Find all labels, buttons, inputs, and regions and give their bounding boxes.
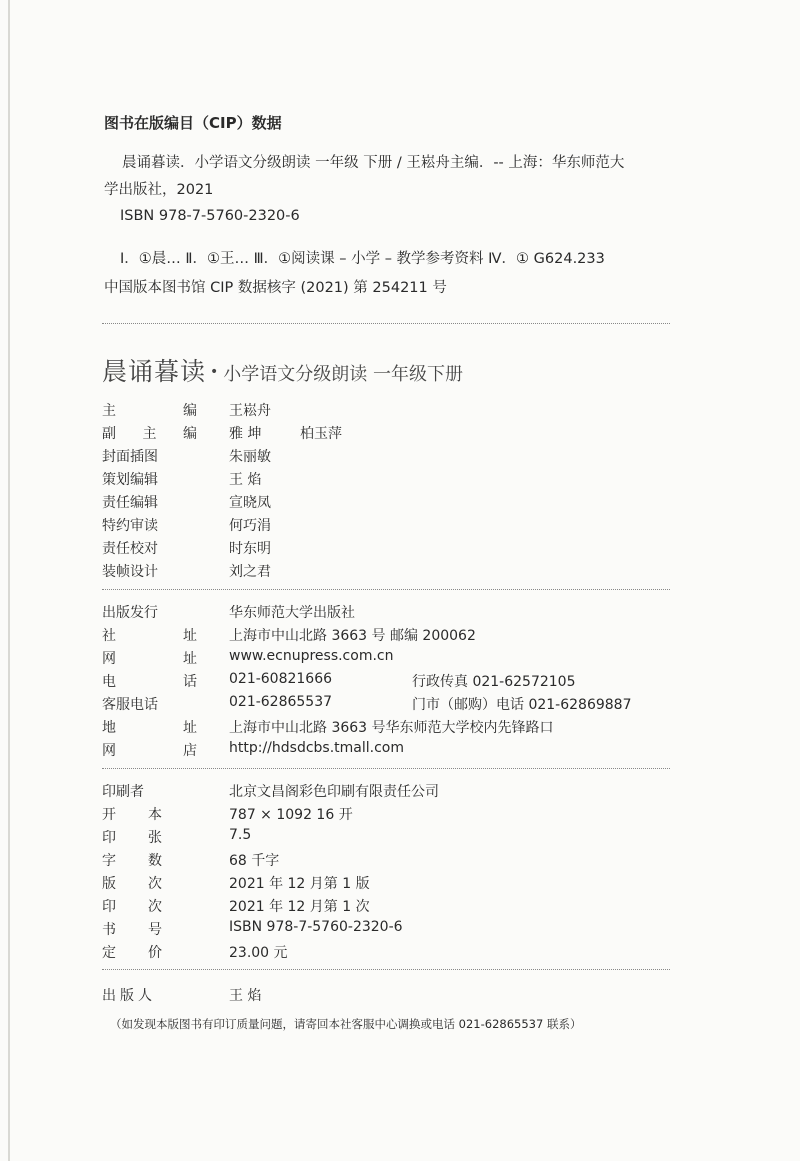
staff-value: 朱丽敏 xyxy=(229,449,271,465)
staff-label: 副 主 编 xyxy=(102,426,197,442)
print-label: 字 数 xyxy=(102,853,162,869)
publisher-label: 地 址 xyxy=(102,720,197,736)
staff-value: 王 焰 xyxy=(229,472,262,488)
staff-value: 雅 坤 xyxy=(229,426,262,442)
staff-label: 策划编辑 xyxy=(102,472,158,488)
divider xyxy=(102,323,670,324)
print-label: 印刷者 xyxy=(102,784,144,800)
staff-label: 封面插图 xyxy=(102,449,158,465)
publisher-value: http://hdsdcbs.tmall.com xyxy=(229,740,404,756)
publisher-value: 上海市中山北路 3663 号华东师范大学校内先锋路口 xyxy=(229,720,554,736)
print-value: 北京文昌阁彩色印刷有限责任公司 xyxy=(229,784,439,800)
issuer-value: 王 焰 xyxy=(229,988,262,1004)
quality-note: （如发现本版图书有印订质量问题，请寄回本社客服中心调换或电话 021-62865537 联系） xyxy=(110,1017,582,1031)
publisher-extra: 行政传真 021-62572105 xyxy=(412,674,576,690)
staff-label: 装帧设计 xyxy=(102,564,158,580)
cip-classification: Ⅰ．①晨… Ⅱ．①王… Ⅲ．①阅读课 – 小学 – 教学参考资料 Ⅳ．① G624.233 xyxy=(120,251,605,267)
publisher-value: www.ecnupress.com.cn xyxy=(229,648,394,664)
print-label: 定 价 xyxy=(102,945,162,961)
divider xyxy=(102,768,670,769)
staff-value: 何巧涓 xyxy=(229,518,271,534)
publisher-value: 021-60821666 xyxy=(229,671,333,687)
divider xyxy=(102,969,670,970)
staff-value: 王崧舟 xyxy=(229,403,271,419)
staff-label: 责任校对 xyxy=(102,541,158,557)
publisher-label: 社 址 xyxy=(102,628,197,644)
staff-value: 刘之君 xyxy=(229,564,271,580)
print-label: 印 张 xyxy=(102,830,162,846)
page-edge-shadow xyxy=(8,0,10,1161)
cip-isbn: ISBN 978-7-5760-2320-6 xyxy=(120,208,300,224)
cip-line-1: 晨诵暮读．小学语文分级朗读 一年级 下册 / 王崧舟主编．-- 上海：华东师范大 xyxy=(122,155,625,171)
print-label: 版 次 xyxy=(102,876,162,892)
print-label: 书 号 xyxy=(102,922,162,938)
staff-value-2: 柏玉萍 xyxy=(300,426,342,442)
print-value: 787 × 1092 16 开 xyxy=(229,807,353,823)
publisher-value: 上海市中山北路 3663 号 邮编 200062 xyxy=(229,628,476,644)
title-separator: • xyxy=(210,364,220,380)
publisher-label: 出版发行 xyxy=(102,605,158,621)
print-value: 2021 年 12 月第 1 版 xyxy=(229,876,370,892)
cip-verification: 中国版本图书馆 CIP 数据核字 (2021) 第 254211 号 xyxy=(104,280,447,296)
publisher-label: 电 话 xyxy=(102,674,197,690)
print-value: 23.00 元 xyxy=(229,945,288,961)
print-label: 开 本 xyxy=(102,807,162,823)
divider xyxy=(102,589,670,590)
publisher-value: 华东师范大学出版社 xyxy=(229,605,355,621)
print-value: ISBN 978-7-5760-2320-6 xyxy=(229,919,403,935)
print-value: 2021 年 12 月第 1 次 xyxy=(229,899,370,915)
staff-label: 特约审读 xyxy=(102,518,158,534)
publisher-label: 网 址 xyxy=(102,651,197,667)
issuer-label: 出版人 xyxy=(102,988,156,1004)
publisher-value: 021-62865537 xyxy=(229,694,333,710)
cip-title: 图书在版编目（CIP）数据 xyxy=(104,114,282,132)
print-label: 印 次 xyxy=(102,899,162,915)
book-title-main: 晨诵暮读 xyxy=(102,357,207,386)
publisher-extra: 门市（邮购）电话 021-62869887 xyxy=(412,697,632,713)
staff-label: 责任编辑 xyxy=(102,495,158,511)
cip-line-2: 学出版社，2021 xyxy=(104,182,214,198)
publisher-label: 客服电话 xyxy=(102,697,158,713)
book-subtitle: 小学语文分级朗读 一年级下册 xyxy=(223,364,464,385)
book-title xyxy=(102,352,463,388)
print-value: 68 千字 xyxy=(229,853,280,869)
staff-value: 时东明 xyxy=(229,541,271,557)
print-value: 7.5 xyxy=(229,827,252,843)
staff-label: 主 编 xyxy=(102,403,197,419)
publisher-label: 网 店 xyxy=(102,743,197,759)
staff-value: 宣晓凤 xyxy=(229,495,271,511)
